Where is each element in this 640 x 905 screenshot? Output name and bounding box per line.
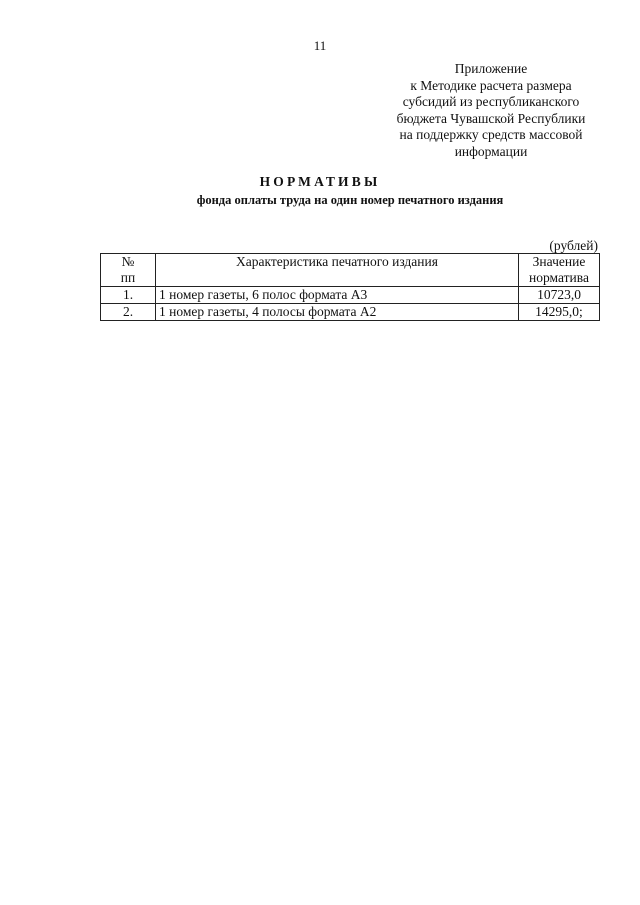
header-number-line: № xyxy=(121,254,135,269)
header-value xyxy=(519,254,600,287)
units-label: (рублей) xyxy=(549,238,598,253)
appendix-line: на поддержку средств массовой xyxy=(399,127,583,143)
appendix-line: информации xyxy=(454,143,528,159)
header-value-line: норматива xyxy=(529,270,589,285)
page-number: 11 xyxy=(313,38,327,53)
header-description-label: Характеристика печатного издания xyxy=(236,254,438,269)
header-description xyxy=(156,254,519,287)
row-value: 10723,0 xyxy=(519,287,600,304)
row-description: 1 номер газеты, 4 полосы формата А2 xyxy=(156,304,519,321)
header-number-line: пп xyxy=(120,270,136,285)
header-value-line: Значение xyxy=(532,254,586,269)
row-number: 1. xyxy=(101,287,156,304)
header-number xyxy=(101,254,156,287)
appendix-line: бюджета Чувашской Республики xyxy=(396,110,586,126)
table-header-row xyxy=(101,254,600,287)
row-value: 14295,0; xyxy=(519,304,600,321)
document-title: НОРМАТИВЫ xyxy=(259,174,381,189)
row-number: 2. xyxy=(101,304,156,321)
table-row xyxy=(101,304,600,321)
appendix-line: к Методике расчета размера xyxy=(410,77,572,93)
document-subtitle: фонда оплаты труда на один номер печатного издания xyxy=(196,193,504,207)
row-description: 1 номер газеты, 6 полос формата А3 xyxy=(156,287,519,304)
appendix-line: Приложение xyxy=(454,61,528,76)
norms-table xyxy=(100,253,600,321)
table-row xyxy=(101,287,600,304)
appendix-note xyxy=(385,61,597,161)
appendix-line: субсидий из республиканского xyxy=(402,94,580,110)
